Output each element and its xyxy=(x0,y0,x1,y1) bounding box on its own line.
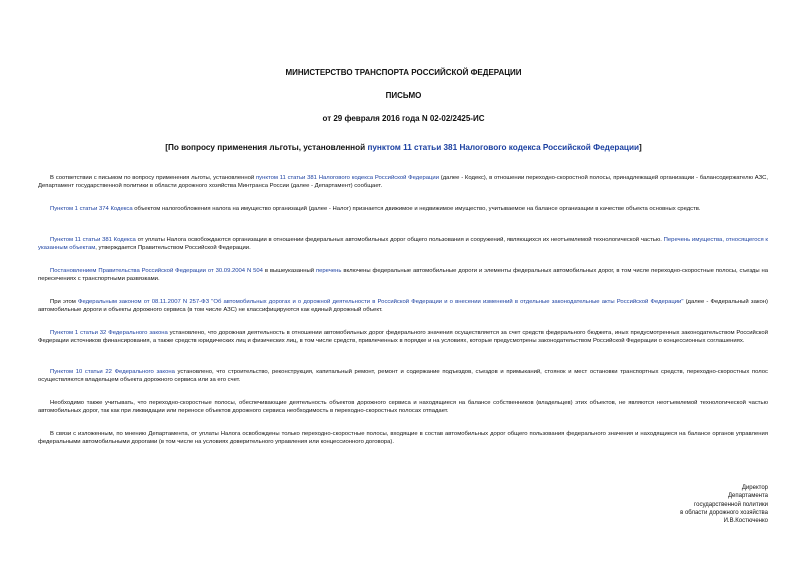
paragraph-text: Необходимо также учитывать, что переходно-скоростные полосы, обеспечивающие деятельность объектов дорожного сервиса и находящиеся на балансе собственников (владельцев) этих объектов, не являются неотъемлемой технологической частью автомобильных дорог, так как при ликвидации или переносе объектов дорожного сервиса необходимость в переходно-скоростных полосах отпадает. xyxy=(38,400,768,415)
subject-law-link[interactable]: пунктом 11 статьи 381 Налогового кодекса Российской Федерации xyxy=(367,143,640,152)
property-list-link[interactable]: Перечень имущества, относящегося к указанным объектам xyxy=(38,237,768,252)
law-link[interactable]: Пунктом 10 статьи 22 Федерального закона xyxy=(50,369,175,375)
doc-type-title: ПИСЬМО xyxy=(385,91,422,100)
federal-law-link[interactable]: Федеральным законом от 08.11.2007 N 257-ФЗ "Об автомобильных дорогах и о дорожной деятельности в Российской Федерации и о внесении изменений в отдельные законодательные акты Российской Федерации" xyxy=(77,299,684,305)
law-link[interactable]: Пунктом 1 статьи 374 Кодекса xyxy=(50,206,133,212)
law-link[interactable]: пунктом 11 статьи 381 Налогового кодекса Российской Федерации xyxy=(255,175,440,181)
paragraph-3 xyxy=(38,236,768,252)
signature-block xyxy=(680,484,768,525)
paragraph-9 xyxy=(38,430,768,446)
paragraph-1 xyxy=(38,174,768,190)
paragraph-6 xyxy=(38,329,768,345)
list-link[interactable]: перечень xyxy=(315,268,342,274)
signature-department: Департамента xyxy=(727,493,768,500)
paragraph-text: включены федеральные автомобильные дороги и элементы федеральных автомобильных дорог, в том числе переходно-скоростные полосы, съезды на пересечениях с транспортными развязками. xyxy=(38,268,768,283)
law-link[interactable]: Пунктом 11 статьи 381 Кодекса xyxy=(50,237,136,243)
paragraph-text: установлено, что строительство, реконструкция, капитальный ремонт, ремонт и содержание подъездов, съездов и примыканий, стоянок и мест остановки транспортных средств, переходно-скоростных полос осуществляются владельцем объекта дорожного сервиса или за его счет. xyxy=(38,369,768,384)
ministry-title: МИНИСТЕРСТВО ТРАНСПОРТА РОССИЙСКОЙ ФЕДЕРАЦИИ xyxy=(285,68,522,77)
signature-position: Директор xyxy=(741,485,768,491)
paragraph-7 xyxy=(38,368,768,384)
paragraph-text: установлено, что дорожная деятельность в отношении автомобильных дорог федерального значения осуществляется за счет средств федерального бюджета, иных предусмотренных законодательством Российской Федерации источников финансирования, а также средств юридических лиц и физических лиц, в том числе средств, привлеченных в порядке и на условиях, которые предусмотрены законодательством Российской Федерации о концессионных соглашениях. xyxy=(38,330,768,345)
paragraph-8 xyxy=(38,399,768,415)
paragraph-5 xyxy=(38,298,768,314)
paragraph-text: В соответствии с письмом по вопросу применения льготы, установленной xyxy=(50,175,256,181)
subject-title xyxy=(0,143,807,152)
subject-bracket-open: [ xyxy=(165,143,168,152)
paragraph-text: объектом налогообложения налога на имущество организаций (далее - Налог) признается движимое и недвижимое имущество, учитываемое на балансе организации в качестве объекта основных средств. xyxy=(132,206,701,212)
paragraph-text: в вышеуказанный xyxy=(262,268,316,274)
law-link[interactable]: Пунктом 1 статьи 32 Федерального закона xyxy=(50,330,168,336)
paragraph-text: (далее - Федеральный закон) автомобильные дороги и объекты дорожного сервиса (в том числе АЗС) не классифицируются как единый дорожный объект. xyxy=(38,299,768,314)
paragraph-text: В связи с изложенным, по мнению Департамента, от уплаты Налога освобождены только переходно-скоростные полосы, входящие в состав автомобильных дорог общего пользования федерального значения и находящиеся на балансе органов управления федеральными автомобильными дорогами (в том числе на условиях доверительного управления или концессионного договора). xyxy=(38,431,768,446)
paragraph-text: от уплаты Налога освобождаются организации в отношении федеральных автомобильных дорог общего пользования и сооружений, являющихся их неотъемлемой технологической частью. xyxy=(135,237,664,243)
decree-link[interactable]: Постановлением Правительства Российской Федерации от 30.09.2004 N 504 xyxy=(50,268,263,274)
subject-bracket-close: ] xyxy=(639,143,642,152)
paragraph-text: , утверждается Правительством Российской Федерации. xyxy=(95,245,251,252)
signature-area: в области дорожного хозяйства xyxy=(680,509,768,516)
subject-text: По вопросу применения льготы, установленной xyxy=(167,143,368,152)
paragraph-text: При этом xyxy=(50,299,78,305)
date-number-title: от 29 февраля 2016 года N 02-02/2425-ИС xyxy=(322,114,485,123)
signature-policy: государственной политики xyxy=(694,501,768,508)
paragraph-2 xyxy=(38,205,768,213)
signature-name: И.В.Костюченко xyxy=(723,518,768,525)
paragraph-text: (далее - Кодекс), в отношении переходно-скоростной полосы, принадлежащей организации - балансодержателю АЗС, Департамент государственной политики в области дорожного хозяйства Минтранса России (далее - Департамент) сообщает. xyxy=(38,175,768,190)
paragraph-4 xyxy=(38,267,768,283)
